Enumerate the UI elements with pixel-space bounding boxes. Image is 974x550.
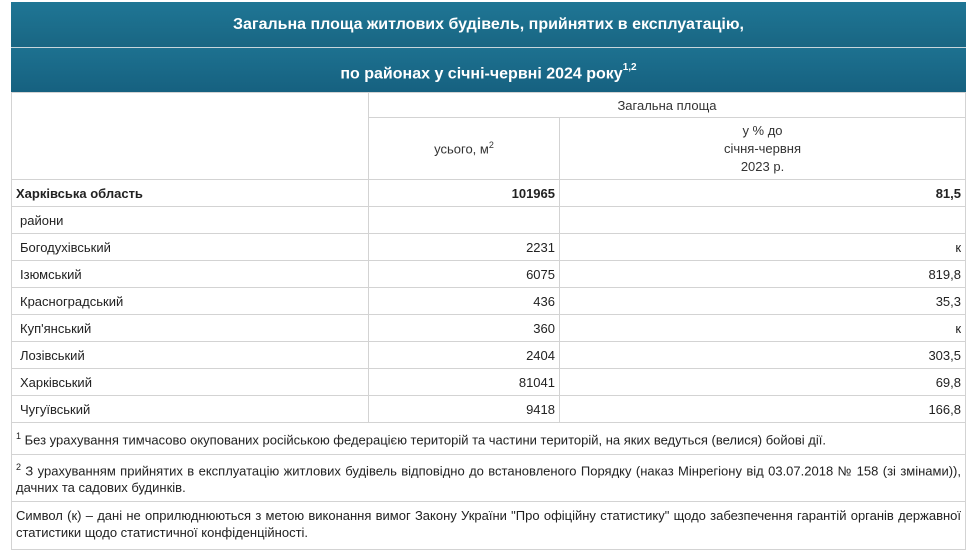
table-row — [12, 234, 966, 261]
header-total-label: усього, м — [434, 141, 489, 157]
region-percent: 81,5 — [560, 180, 966, 207]
district-total: 360 — [369, 315, 560, 342]
header-empty-cell — [12, 93, 369, 180]
footnote-2-marker: 2 — [16, 462, 22, 472]
header-percent-line-2: січня-червня — [723, 140, 802, 156]
district-percent: к — [560, 234, 966, 261]
region-total: 101965 — [369, 180, 560, 207]
table-row — [12, 369, 966, 396]
district-percent: 819,8 — [560, 261, 966, 288]
footnote-1-marker: 1 — [16, 431, 22, 441]
districts-label: райони — [12, 207, 369, 234]
district-name: Харківський — [12, 369, 369, 396]
empty-cell — [369, 207, 560, 234]
header-group: Загальна площа — [369, 93, 966, 118]
header-total — [369, 118, 560, 180]
table-title-line-1 — [11, 2, 966, 48]
district-name: Куп'янський — [12, 315, 369, 342]
footnote-1-text: Без урахування тимчасово окупованих російською федерацією територій та частини територій, на яких ведуться (велися) бойові дії. — [21, 432, 826, 448]
title-line-2: по районах у січні-червні 2024 року — [340, 65, 623, 83]
table-row — [12, 288, 966, 315]
table-row-districts-label — [12, 207, 966, 234]
district-name: Ізюмський — [12, 261, 369, 288]
district-total: 6075 — [369, 261, 560, 288]
district-percent: 69,8 — [560, 369, 966, 396]
empty-cell — [560, 207, 966, 234]
footnote-3-text: Символ (к) – дані не оприлюднюються з метою виконання вимог Закону України "Про офіційну статистику" щодо забезпечення гарантій органів державної статистики щодо статистичної конфіденційності. — [16, 508, 961, 540]
statistics-table-container — [11, 2, 966, 550]
district-percent: 166,8 — [560, 396, 966, 423]
district-total: 436 — [369, 288, 560, 315]
table-row — [12, 396, 966, 423]
district-percent: 303,5 — [560, 342, 966, 369]
district-name: Чугуївський — [12, 396, 369, 423]
table-row — [12, 342, 966, 369]
district-percent: к — [560, 315, 966, 342]
district-percent: 35,3 — [560, 288, 966, 315]
district-total: 81041 — [369, 369, 560, 396]
district-total: 2231 — [369, 234, 560, 261]
table-row — [12, 315, 966, 342]
district-name: Богодухівський — [12, 234, 369, 261]
table-row-region — [12, 180, 966, 207]
district-name: Лозівський — [12, 342, 369, 369]
footnote-2-text: З урахуванням прийнятих в експлуатацію житлових будівель відповідно до встановленого Порядку (наказ Мінрегіону від 03.07.2018 № 158 (зі змінами)), дачних та садових будинків. — [16, 463, 961, 496]
footnote-2 — [11, 455, 966, 502]
header-percent-line-3: 2023 р. — [740, 158, 785, 174]
district-total: 2404 — [369, 342, 560, 369]
data-table — [11, 92, 966, 423]
header-percent-line-1: у % до — [742, 122, 783, 138]
district-total: 9418 — [369, 396, 560, 423]
header-total-sup: 2 — [488, 140, 494, 151]
district-name: Красноградський — [12, 288, 369, 315]
header-percent — [560, 118, 966, 180]
footnote-confidentiality — [11, 502, 966, 550]
region-name: Харківська область — [12, 180, 369, 207]
title-footnote-ref: 1,2 — [622, 62, 637, 73]
table-title-line-2 — [11, 48, 966, 92]
footnote-1 — [11, 423, 966, 455]
table-row — [12, 261, 966, 288]
title-line-1: Загальна площа житлових будівель, прийнятих в експлуатацію, — [233, 16, 744, 33]
